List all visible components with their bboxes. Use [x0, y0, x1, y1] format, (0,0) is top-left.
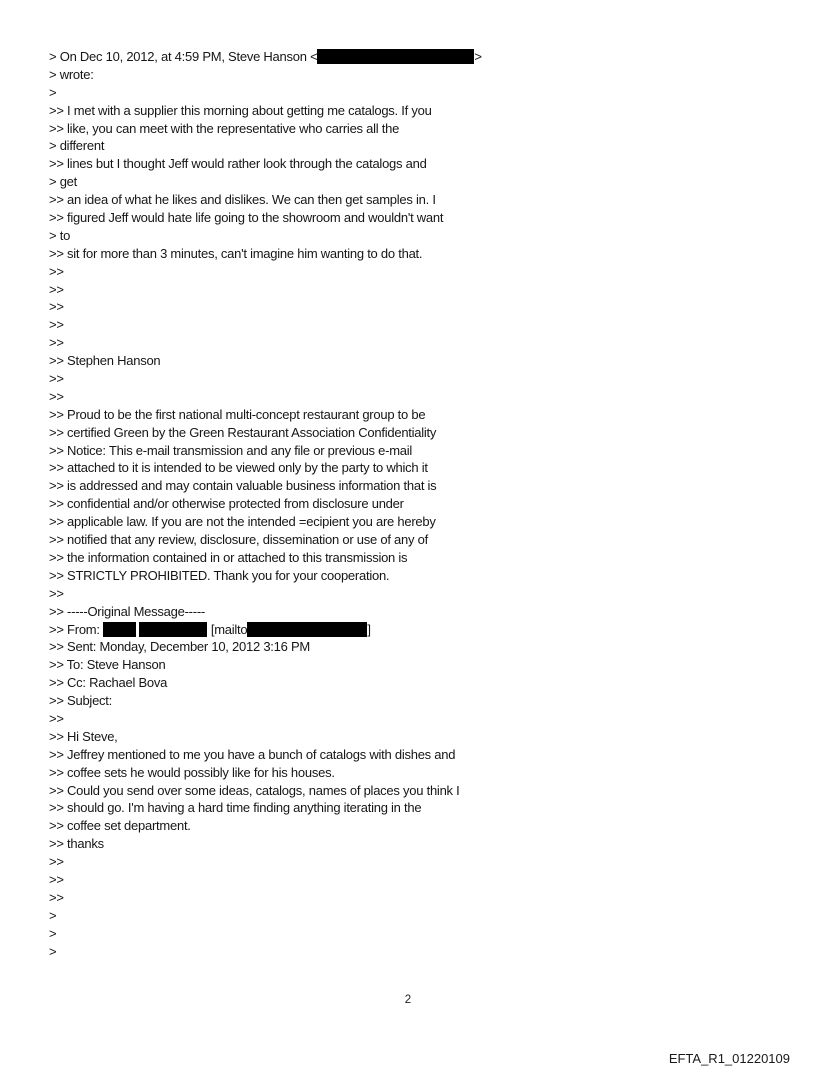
quoted-text: >> should go. I'm having a hard time finding anything iterating in the: [49, 800, 422, 816]
email-line: [49, 567, 482, 585]
email-body: [49, 48, 482, 960]
quoted-text: >> I met with a supplier this morning about getting me catalogs. If you: [49, 102, 432, 118]
email-line: [49, 263, 482, 281]
quoted-text: >>: [49, 871, 64, 887]
bates-number: EFTA_R1_01220109: [668, 1051, 790, 1066]
email-line: [49, 406, 482, 424]
quoted-text: > get: [49, 174, 78, 190]
quoted-text: >> an idea of what he likes and dislikes. We can then get samples in. I: [49, 192, 436, 208]
quoted-text: >: [49, 84, 57, 100]
quoted-text: ]: [367, 621, 371, 637]
email-line: [49, 137, 482, 155]
email-line: [49, 549, 482, 567]
email-line: [49, 603, 482, 621]
email-line: [49, 352, 482, 370]
quoted-text: >>: [49, 854, 64, 870]
quoted-text: >> attached to it is intended to be viewed only by the party to which it: [49, 460, 428, 476]
quoted-text: >> To: Steve Hanson: [49, 657, 166, 673]
email-line: [49, 84, 482, 102]
quoted-text: >: [49, 943, 57, 959]
email-line: [49, 853, 482, 871]
quoted-text: >> Proud to be the first national multi-concept restaurant group to be: [49, 406, 426, 422]
quoted-text: > different: [49, 138, 105, 154]
quoted-text: >>: [49, 889, 64, 905]
quoted-text: >> Notice: This e-mail transmission and any file or previous e-mail: [49, 442, 413, 458]
email-line: [49, 155, 482, 173]
email-line: [49, 245, 482, 263]
quoted-text: >> Stephen Hanson: [49, 353, 161, 369]
redaction-bar: [139, 622, 207, 637]
quoted-text: >> Hi Steve,: [49, 728, 118, 744]
quoted-text: >> figured Jeff would hate life going to the showroom and wouldn't want: [49, 210, 444, 226]
email-line: [49, 925, 482, 943]
email-line: [49, 585, 482, 603]
email-line: [49, 281, 482, 299]
email-line: [49, 817, 482, 835]
quoted-text: >>: [49, 335, 64, 351]
email-line: [49, 513, 482, 531]
email-line: [49, 656, 482, 674]
quoted-text: >> Could you send over some ideas, catalogs, names of places you think I: [49, 782, 460, 798]
email-line: [49, 370, 482, 388]
quoted-text: >> certified Green by the Green Restaurant Association Confidentiality: [49, 424, 437, 440]
email-line: [49, 334, 482, 352]
quoted-text: >> coffee sets he would possibly like for his houses.: [49, 764, 335, 780]
email-line: [49, 710, 482, 728]
email-line: [49, 102, 482, 120]
quoted-text: >> thanks: [49, 836, 104, 852]
redaction-bar: [317, 49, 474, 64]
email-line: [49, 227, 482, 245]
quoted-text: > On Dec 10, 2012, at 4:59 PM, Steve Hanson <: [49, 49, 318, 64]
quoted-text: >> applicable law. If you are not the intended =ecipient you are hereby: [49, 514, 436, 530]
quoted-text: >>: [49, 317, 64, 333]
redaction-bar: [103, 622, 136, 637]
email-line: [49, 782, 482, 800]
quoted-text: >>: [49, 585, 64, 601]
email-line: [49, 907, 482, 925]
quoted-text: >>: [49, 388, 64, 404]
page-number: 2: [404, 994, 412, 1006]
email-line: [49, 638, 482, 656]
email-line: [49, 48, 482, 66]
email-line: [49, 674, 482, 692]
quoted-text: >> sit for more than 3 minutes, can't imagine him wanting to do that.: [49, 245, 423, 261]
quoted-text: >>: [49, 371, 64, 387]
quoted-text: >> Subject:: [49, 693, 113, 709]
quoted-text: >: [49, 925, 57, 941]
email-line: [49, 889, 482, 907]
quoted-text: >> notified that any review, disclosure, dissemination or use of any of: [49, 532, 428, 548]
email-line: [49, 66, 482, 84]
quoted-text: [mailto: [207, 621, 248, 637]
email-line: [49, 424, 482, 442]
quoted-text: > to: [49, 227, 71, 243]
email-line: [49, 459, 482, 477]
email-line: [49, 621, 482, 639]
email-line: [49, 746, 482, 764]
email-line: [49, 764, 482, 782]
quoted-text: >> lines but I thought Jeff would rather look through the catalogs and: [49, 156, 427, 172]
email-line: [49, 835, 482, 853]
email-line: [49, 495, 482, 513]
quoted-text: >> -----Original Message-----: [49, 603, 205, 619]
quoted-text: >> confidential and/or otherwise protected from disclosure under: [49, 496, 404, 512]
quoted-text: >> is addressed and may contain valuable business information that is: [49, 478, 437, 494]
quoted-text: >> Sent: Monday, December 10, 2012 3:16 PM: [49, 639, 310, 655]
quoted-text: >>: [49, 281, 64, 297]
quoted-text: >> like, you can meet with the representative who carries all the: [49, 120, 400, 136]
email-line: [49, 477, 482, 495]
redaction-bar: [247, 622, 367, 637]
email-line: [49, 871, 482, 889]
email-line: [49, 943, 482, 961]
quoted-text: >: [49, 907, 57, 923]
email-line: [49, 298, 482, 316]
email-line: [49, 388, 482, 406]
quoted-text: >> Jeffrey mentioned to me you have a bunch of catalogs with dishes and: [49, 746, 456, 762]
quoted-text: >>: [49, 263, 64, 279]
email-line: [49, 531, 482, 549]
email-line: [49, 191, 482, 209]
email-line: [49, 120, 482, 138]
email-line: [49, 728, 482, 746]
email-line: [49, 316, 482, 334]
quoted-text: >: [474, 49, 482, 64]
email-line: [49, 173, 482, 191]
email-line: [49, 442, 482, 460]
quoted-text: > wrote:: [49, 66, 94, 82]
quoted-text: >> STRICTLY PROHIBITED. Thank you for your cooperation.: [49, 567, 390, 583]
email-line: [49, 799, 482, 817]
email-line: [49, 692, 482, 710]
email-line: [49, 209, 482, 227]
quoted-text: >> coffee set department.: [49, 818, 191, 834]
quoted-text: >>: [49, 299, 64, 315]
quoted-text: >>: [49, 710, 64, 726]
quoted-text: >> the information contained in or attached to this transmission is: [49, 549, 408, 565]
quoted-text: >> Cc: Rachael Bova: [49, 675, 168, 691]
quoted-text: >> From:: [49, 621, 104, 637]
